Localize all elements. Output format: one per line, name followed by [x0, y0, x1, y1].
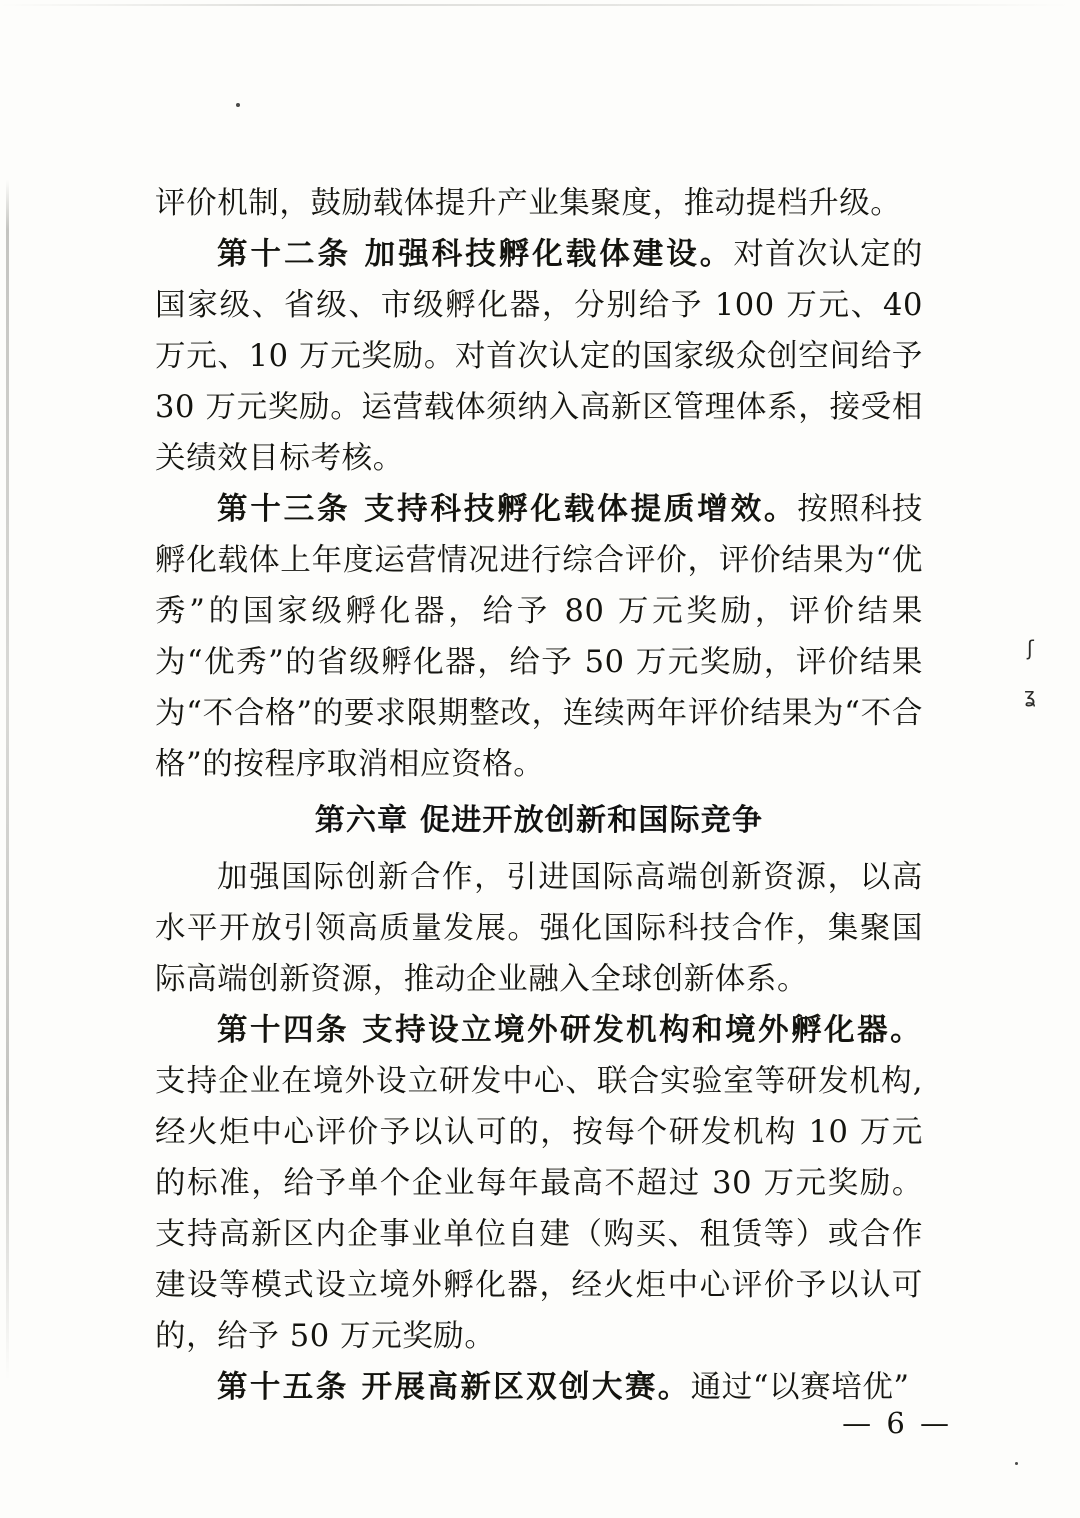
- article-12: [155, 229, 923, 484]
- margin-annotation-mark-lower: ʓ: [1024, 683, 1036, 707]
- article-15: [155, 1362, 923, 1413]
- article-13-heading: 第十三条 支持科技孵化载体提质增效。: [217, 491, 798, 527]
- article-14-heading: 第十四条 支持设立境外研发机构和境外孵化器。: [217, 1012, 923, 1048]
- page-number: — 6 —: [842, 1406, 952, 1440]
- article-12-heading: 第十二条 加强科技孵化载体建设。: [217, 236, 734, 272]
- scan-edge-artifact-top: [0, 4, 1080, 6]
- margin-annotation-mark-upper: ʃ: [1027, 636, 1034, 660]
- scan-speck: [1015, 1462, 1018, 1465]
- scan-edge-artifact-left: [6, 0, 9, 1518]
- paragraph-text: 评价机制，鼓励载体提升产业集聚度，推动提档升级。: [155, 186, 902, 221]
- scan-speck: [236, 103, 240, 107]
- article-14: [155, 1005, 923, 1362]
- chapter-intro-text: 加强国际创新合作，引进国际高端创新资源，以高水平开放引领高质量发展。强化国际科技合作，集聚国际高端创新资源，推动企业融入全球创新体系。: [155, 860, 923, 997]
- chapter-intro-paragraph: [155, 852, 923, 1005]
- article-15-heading: 第十五条 开展高新区双创大赛。: [217, 1369, 691, 1405]
- chapter-heading: 第六章 促进开放创新和国际竞争: [314, 803, 764, 838]
- article-12-text: 对首次认定的国家级、省级、市级孵化器，分别给予 100 万元、40 万元、10 万元奖励。对首次认定的国家级众创空间给予 30 万元奖励。运营载体须纳入高新区管理体系，接受相关绩效目标考核。: [155, 237, 923, 476]
- article-13-text: 按照科技孵化载体上年度运营情况进行综合评价，评价结果为“优秀”的国家级孵化器，给予 80 万元奖励，评价结果为“优秀”的省级孵化器，给予 50 万元奖励，评价结果为“不合格”的要求限期整改，连续两年评价结果为“不合格”的按程序取消相应资格。: [155, 492, 923, 782]
- document-body: [155, 178, 923, 1413]
- article-15-text: 通过“以赛培优”: [690, 1370, 910, 1405]
- article-14-text: 支持企业在境外设立研发中心、联合实验室等研发机构,经火炬中心评价予以认可的，按每个研发机构 10 万元的标准，给予单个企业每年最高不超过 30 万元奖励。支持高新区内企事业单位自建（购买、租赁等）或合作建设等模式设立境外孵化器，经火炬中心评价予以认可的，给予 50 万元奖励。: [155, 1064, 923, 1354]
- paragraph-continued: [155, 178, 923, 229]
- article-13: [155, 484, 923, 790]
